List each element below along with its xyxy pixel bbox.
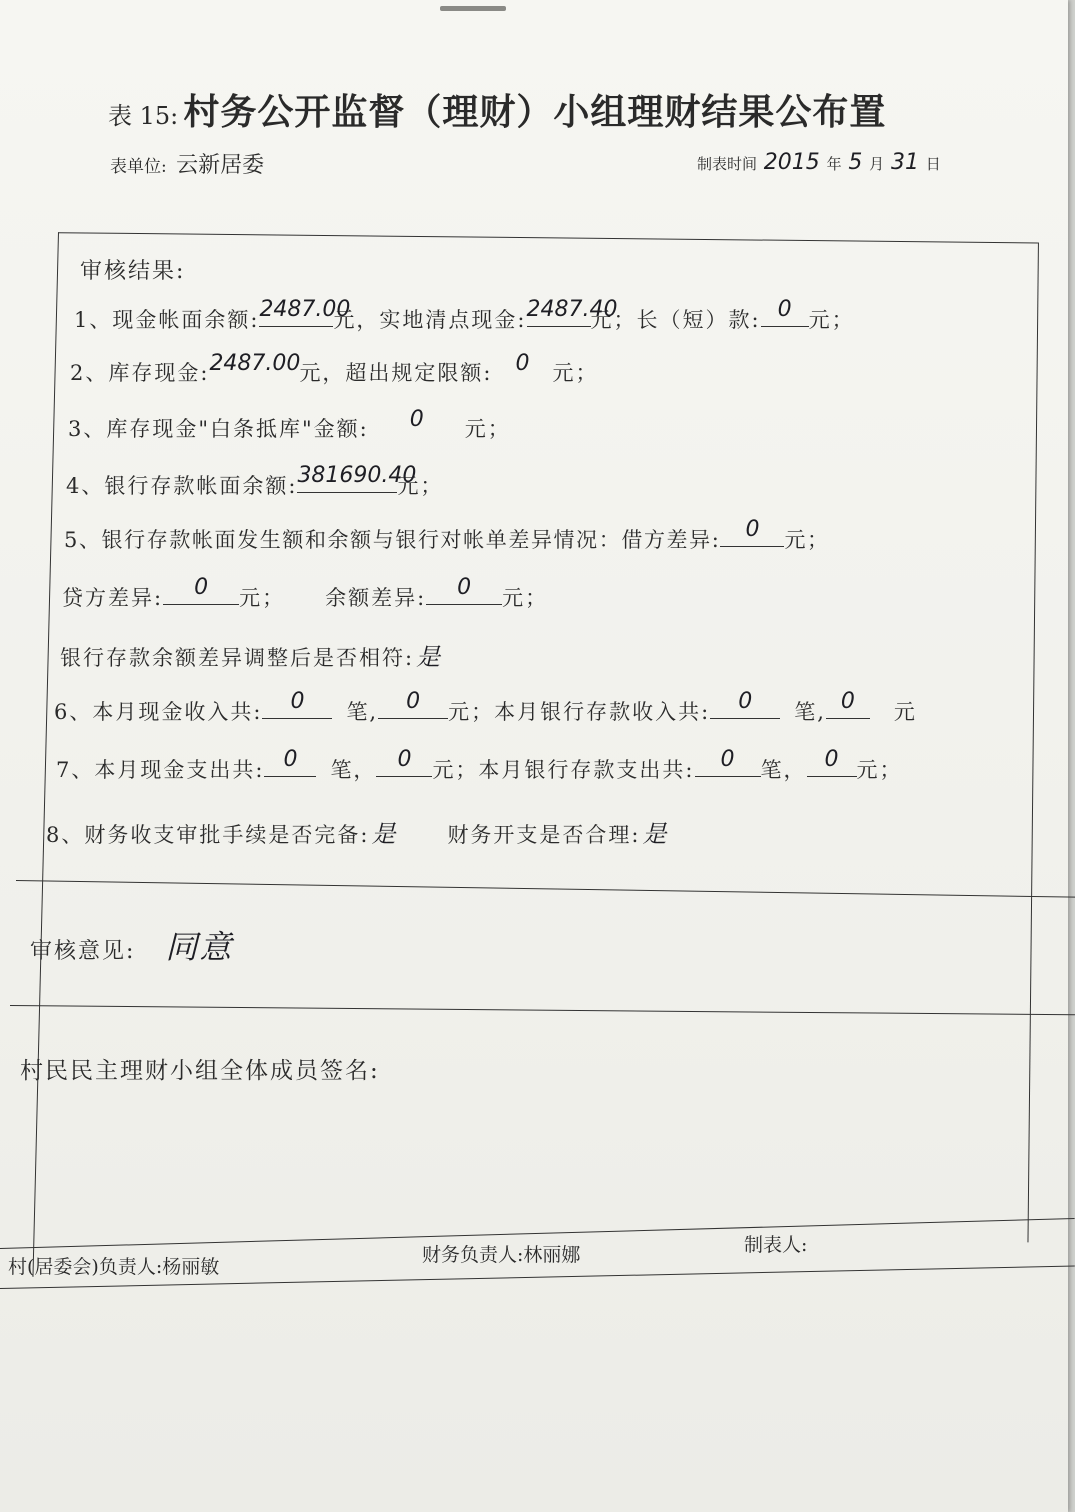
unit-value: 云新居委 — [176, 153, 265, 178]
footer-finance — [422, 1240, 580, 1267]
item2-stock-cash-field: 2487.00 — [209, 351, 301, 376]
unit-label: 表单位: — [110, 157, 167, 177]
item8-label: 8、财务收支审批手续是否完备: — [46, 823, 370, 847]
date-day: 31 — [890, 150, 919, 175]
item6-bank-count-field: 0 — [710, 694, 780, 719]
item7-text-c: 元；本月银行存款支出共: — [432, 758, 695, 782]
item8-approval-answer: 是 — [371, 820, 398, 848]
opinion-value: 同意 — [165, 928, 234, 966]
maker-label: 制表人: — [744, 1234, 808, 1256]
item7-text-b: 笔， — [330, 758, 377, 782]
leader-label: 村(居委会)负责人: — [8, 1256, 163, 1278]
date-year: 2015 — [763, 150, 820, 175]
item1-counted-cash-field: 2487.40 — [527, 302, 591, 327]
item6-text-e: 元 — [893, 700, 917, 724]
item5c-answer: 是 — [416, 643, 443, 671]
day-unit: 日 — [925, 155, 941, 173]
audit-heading: 审核结果: — [80, 259, 186, 284]
item6-bank-amount-field: 0 — [826, 694, 870, 719]
item-8 — [46, 814, 669, 849]
item5-label: 5、银行存款帐面发生额和余额与银行对帐单差异情况：借方差异: — [64, 528, 721, 552]
item1-diff-field: 0 — [761, 302, 809, 327]
item-2 — [70, 351, 599, 387]
item6-text-c: 元；本月银行存款收入共: — [448, 700, 711, 724]
finance-label: 财务负责人: — [422, 1244, 524, 1266]
item7-text-e: 元； — [856, 758, 903, 782]
signature-label: 村民民主理财小组全体成员签名: — [20, 1058, 380, 1084]
item8-text-b: 财务开支是否合理: — [447, 823, 641, 847]
item5b-text-c: 余额差异: — [325, 586, 427, 610]
item7-bank-amount-field: 0 — [807, 752, 857, 777]
item5-debit-diff-field: 0 — [720, 522, 784, 547]
item7-text-d: 笔， — [760, 758, 807, 782]
title-text: 村务公开监督（理财）小组理财结果公布置 — [183, 91, 887, 133]
item5-text-b: 元； — [784, 528, 830, 552]
item-5-credit — [62, 575, 549, 612]
date-label: 制表时间 — [697, 155, 758, 173]
item4-text-b: 元； — [397, 474, 444, 498]
item5c-label: 银行存款余额差异调整后是否相符: — [60, 646, 415, 670]
item1-text-d: 元； — [808, 308, 855, 332]
date-month: 5 — [848, 150, 863, 175]
year-unit: 年 — [826, 155, 842, 173]
item5b-label: 贷方差异: — [62, 586, 164, 610]
finance-name: 林丽娜 — [523, 1244, 581, 1266]
item7-cash-count-field: 0 — [264, 752, 316, 777]
item7-cash-amount-field: 0 — [376, 752, 432, 777]
item-7 — [56, 747, 903, 784]
opinion-label: 审核意见: — [30, 939, 136, 964]
item5b-text-b: 元； — [239, 586, 286, 610]
item-5 — [64, 517, 830, 554]
item-1 — [74, 297, 855, 334]
item5b-credit-diff-field: 0 — [163, 580, 239, 605]
item4-bank-balance-field: 381690.40 — [297, 468, 397, 493]
item3-label: 3、库存现金"白条抵库"金额: — [68, 417, 369, 441]
item-6 — [54, 689, 917, 726]
item-5-match — [60, 637, 442, 672]
item2-text-b: 元，超出规定限额: — [299, 361, 493, 385]
item4-label: 4、银行存款帐面余额: — [66, 474, 298, 498]
item6-text-d: 笔, — [794, 700, 826, 724]
item7-label: 7、本月现金支出共: — [56, 758, 265, 782]
item3-iou-field: 0 — [409, 407, 424, 432]
item1-book-cash-field: 2487.00 — [259, 302, 333, 327]
item7-bank-count-field: 0 — [695, 752, 761, 777]
item8-reasonable-answer: 是 — [642, 820, 669, 848]
month-unit: 月 — [869, 155, 885, 173]
footer-leader — [8, 1252, 219, 1279]
item5b-text-d: 元； — [502, 586, 549, 610]
opinion-row — [30, 922, 233, 968]
item2-text-c: 元； — [552, 361, 599, 385]
item2-overlimit-field: 0 — [515, 351, 530, 376]
item2-label: 2、库存现金: — [70, 361, 210, 385]
item6-text-b: 笔, — [346, 700, 379, 724]
item1-label: 1、现金帐面余额: — [74, 308, 260, 332]
item1-text-b: 元，实地清点现金: — [333, 308, 527, 332]
item-3 — [68, 407, 511, 443]
item6-cash-amount-field: 0 — [378, 694, 448, 719]
item5b-balance-diff-field: 0 — [426, 580, 502, 605]
table-number: 表 15: — [108, 102, 179, 130]
item1-text-c: 元；长（短）款: — [590, 308, 761, 332]
item6-label: 6、本月现金收入共: — [54, 700, 263, 724]
leader-name: 杨丽敏 — [162, 1256, 220, 1278]
item3-text-b: 元； — [464, 417, 511, 441]
item-4 — [66, 463, 444, 500]
item6-cash-count-field: 0 — [262, 694, 332, 719]
footer-maker — [744, 1230, 807, 1257]
